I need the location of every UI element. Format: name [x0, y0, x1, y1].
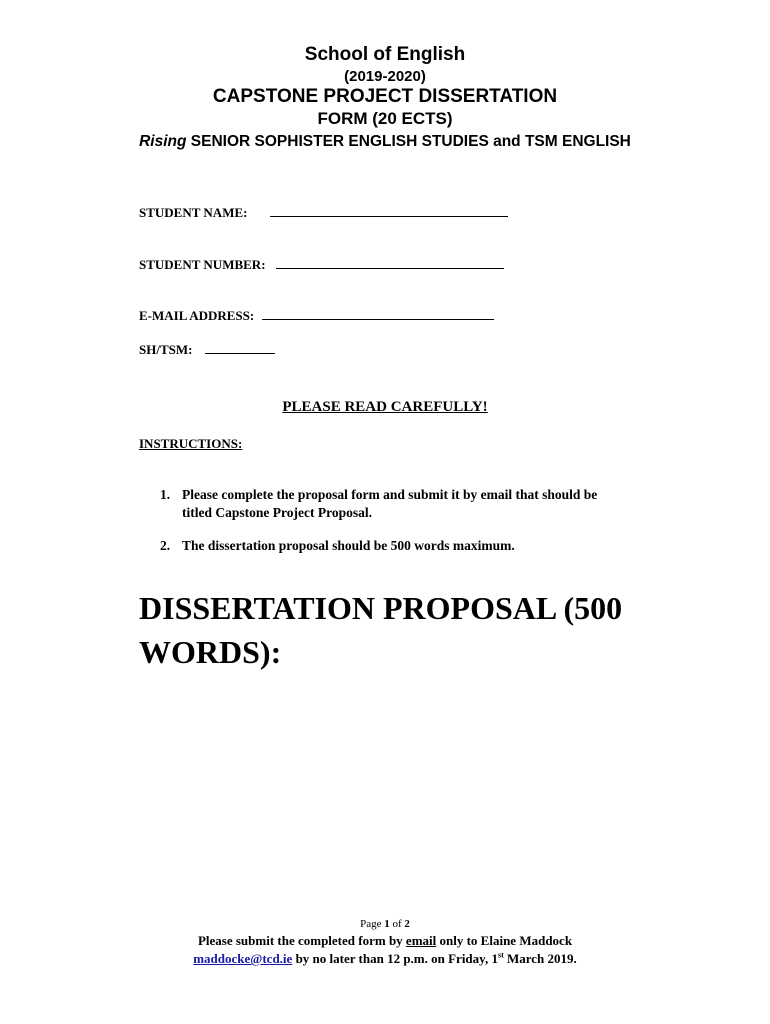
student-number-field [139, 257, 504, 273]
footer-deadline-a: by no later than 12 p.m. on Friday, 1 [295, 951, 498, 966]
list-item-number: 2. [160, 538, 171, 553]
page-number [0, 918, 770, 930]
footer-text-a: Please submit the completed form by [197, 933, 403, 948]
academic-year: (2019-2020) [344, 68, 426, 85]
list-item-text: Please complete the proposal form and submit it by email that should be titled Capstone Project Proposal. [182, 487, 598, 520]
footer-deadline-sup: st [497, 950, 504, 960]
email-word-link[interactable]: email [405, 933, 437, 948]
list-item-text: The dissertation proposal should be 500 words maximum. [182, 538, 515, 553]
subtitle-italic: Rising [139, 133, 187, 150]
page-of: of [392, 918, 402, 930]
read-carefully-notice: PLEASE READ CAREFULLY! [282, 399, 488, 415]
student-name-label: STUDENT NAME: [139, 205, 248, 220]
page-total: 2 [404, 918, 410, 930]
school-name: School of English [304, 44, 466, 65]
footer-text-b: only to Elaine Maddock [439, 933, 573, 948]
form-title-line1: CAPSTONE PROJECT DISSERTATION [212, 86, 558, 107]
list-item-number: 1. [160, 487, 171, 502]
student-number-label: STUDENT NUMBER: [139, 257, 266, 272]
subtitle-rest: SENIOR SOPHISTER ENGLISH STUDIES and TSM ENGLISH [190, 133, 631, 150]
email-address-field [139, 308, 494, 324]
email-address-label: E-MAIL ADDRESS: [139, 308, 255, 323]
list-item [160, 537, 620, 555]
footer-deadline-b: March 2019. [506, 951, 577, 966]
student-name-field [139, 205, 508, 221]
student-name-blank[interactable] [270, 205, 508, 217]
page-current: 1 [384, 918, 390, 930]
sh-tsm-label: SH/TSM: [139, 342, 193, 357]
student-number-blank[interactable] [276, 257, 504, 269]
list-item [160, 486, 620, 522]
email-address-link[interactable]: maddocke@tcd.ie [193, 951, 293, 966]
instructions-heading: INSTRUCTIONS: [139, 436, 243, 451]
proposal-heading: DISSERTATION PROPOSAL (500 WORDS): [139, 590, 623, 670]
page-prefix: Page [360, 918, 382, 930]
email-address-blank[interactable] [262, 308, 494, 320]
form-title-line2: FORM (20 ECTS) [317, 109, 453, 128]
sh-tsm-field [139, 342, 275, 358]
sh-tsm-blank[interactable] [205, 342, 275, 354]
form-subtitle [135, 132, 635, 152]
footer-submission-line1 [0, 933, 770, 949]
footer-submission-line2 [0, 951, 770, 967]
